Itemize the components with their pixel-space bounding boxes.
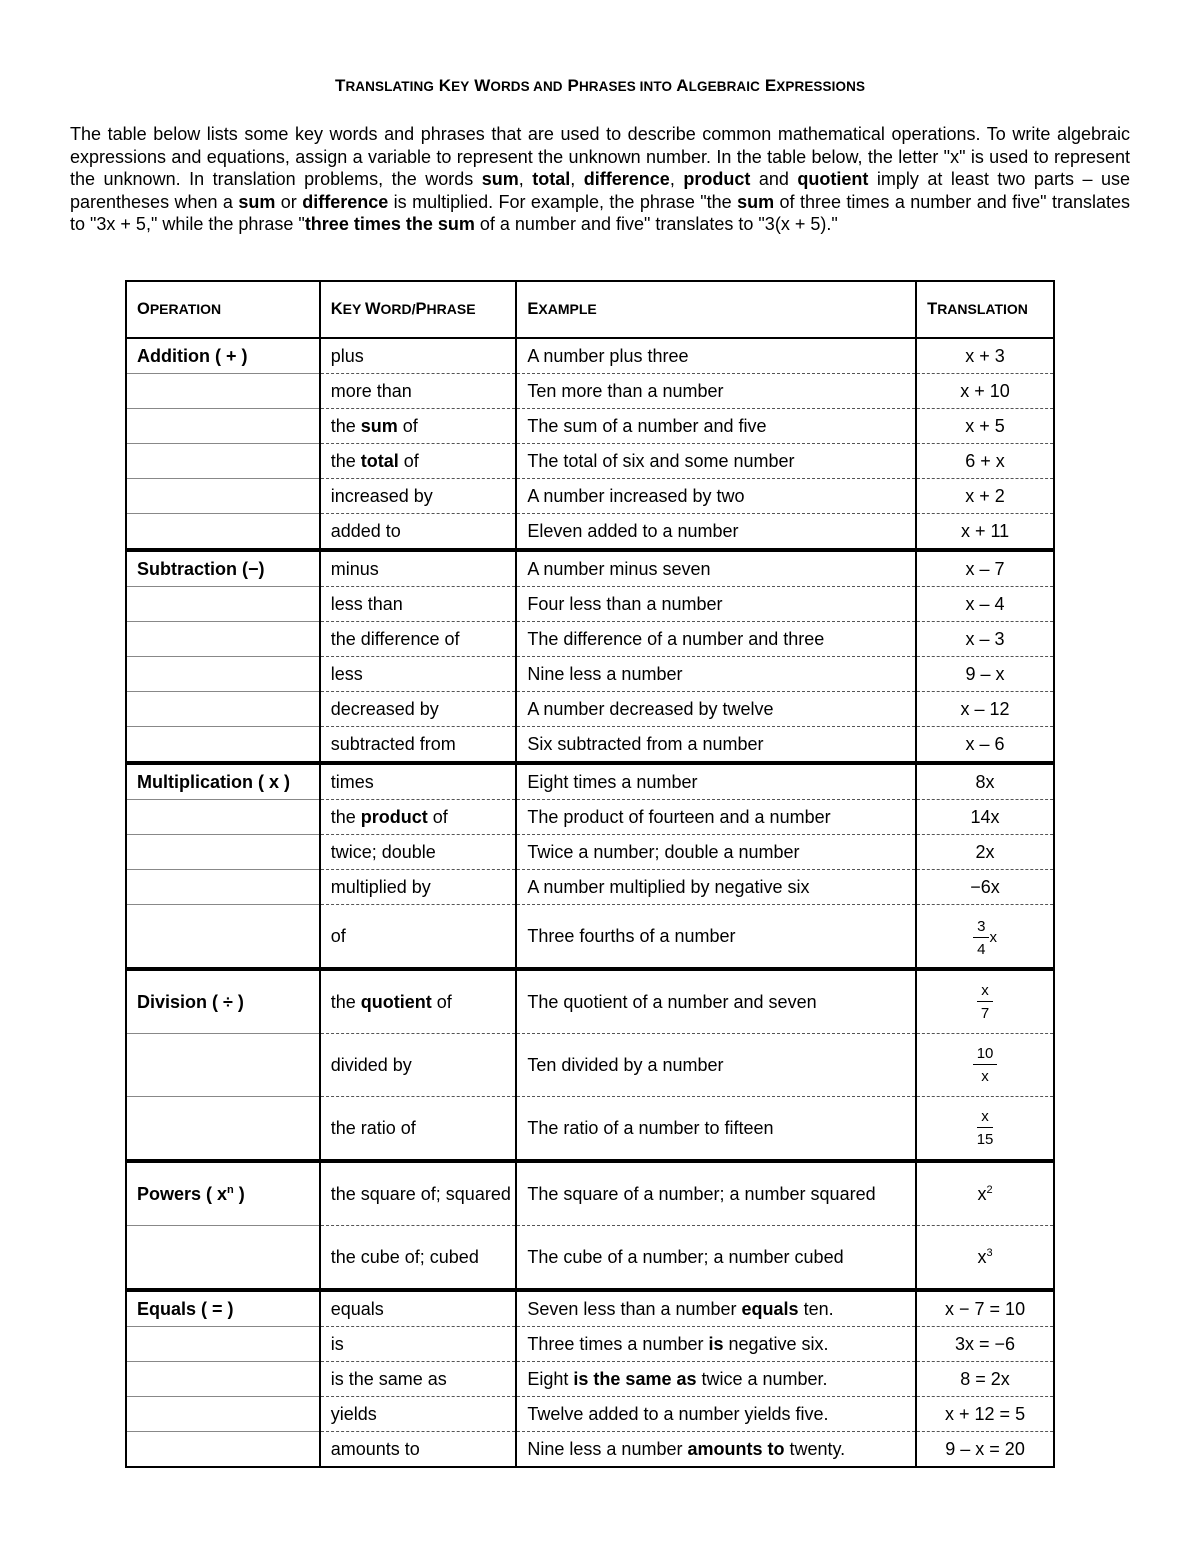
table-row — [126, 800, 1054, 835]
translation: x + 3 — [916, 338, 1054, 374]
example: A number minus seven — [516, 550, 916, 587]
example: Seven less than a number equals ten. — [516, 1290, 916, 1327]
fraction-expression: $\frac{10}{x}$ — [973, 1045, 998, 1085]
example: Three times a number is negative six. — [516, 1327, 916, 1362]
translation: $x^2$ — [916, 1161, 1054, 1226]
translation: x + 11 — [916, 514, 1054, 551]
key-word: plus — [320, 338, 517, 374]
key-word: is — [320, 1327, 517, 1362]
example: Eleven added to a number — [516, 514, 916, 551]
operation-equals: Equals ( = ) — [126, 1290, 320, 1327]
header-translation: TRANSLATION — [916, 281, 1054, 338]
table-row — [126, 905, 1054, 970]
example: The quotient of a number and seven — [516, 969, 916, 1034]
translation: 2x — [916, 835, 1054, 870]
key-word: subtracted from — [320, 727, 517, 764]
translation: x + 12 = 5 — [916, 1397, 1054, 1432]
table-row — [126, 1226, 1054, 1291]
table-row — [126, 338, 1054, 374]
key-word: times — [320, 763, 517, 800]
table-row — [126, 763, 1054, 800]
translation: x – 4 — [916, 587, 1054, 622]
table-header-row — [126, 281, 1054, 338]
key-word: added to — [320, 514, 517, 551]
translation-table — [125, 280, 1055, 1468]
table-row — [126, 1161, 1054, 1226]
page-title: TRANSLATING KEY WORDS AND PHRASES INTO ALGEBRAIC EXPRESSIONS — [334, 76, 866, 95]
intro-paragraph: The table below lists some key words and phrases that are used to describe common mathematical operations. To write algebraic expressions and equations, assign a variable to represent the unknown number. In the table below, the letter "x" is used to represent the unknown. In translation problems, the words sum, total, difference, product and quotient imply at least two parts – use parentheses when a sum or difference is multiplied. For example, the phrase "the sum of three times a number and five" translates to "3x + 5," while the phrase "three times the sum of a number and five" translates to "3(x + 5)." — [70, 124, 1130, 234]
example: Nine less a number amounts to twenty. — [516, 1432, 916, 1468]
translation: 8x — [916, 763, 1054, 800]
example: Three fourths of a number — [516, 905, 916, 970]
table-row — [126, 587, 1054, 622]
operation-multiplication: Multiplication ( x ) — [126, 763, 320, 800]
example: The total of six and some number — [516, 444, 916, 479]
table-row — [126, 1397, 1054, 1432]
translation: −6x — [916, 870, 1054, 905]
example: Six subtracted from a number — [516, 727, 916, 764]
operation-subtraction: Subtraction (−) — [126, 550, 320, 587]
key-word: the square of; squared — [320, 1161, 517, 1226]
key-word: the cube of; cubed — [320, 1226, 517, 1291]
translation: x − 7 = 10 — [916, 1290, 1054, 1327]
example: The difference of a number and three — [516, 622, 916, 657]
translation: $x^3$ — [916, 1226, 1054, 1291]
translation: 3x = −6 — [916, 1327, 1054, 1362]
translation — [916, 905, 1054, 970]
table-row — [126, 692, 1054, 727]
header-key-word: KEY WORD/PHRASE — [320, 281, 517, 338]
translation: x – 3 — [916, 622, 1054, 657]
key-word: is the same as — [320, 1362, 517, 1397]
example: A number plus three — [516, 338, 916, 374]
table-row — [126, 1034, 1054, 1097]
key-word: of — [320, 905, 517, 970]
key-word: the quotient of — [320, 969, 517, 1034]
key-word: more than — [320, 374, 517, 409]
operation-division: Division ( ÷ ) — [126, 969, 320, 1034]
example: The sum of a number and five — [516, 409, 916, 444]
operation-addition: Addition ( + ) — [126, 338, 320, 374]
header-example: EXAMPLE — [516, 281, 916, 338]
translation — [916, 1097, 1054, 1162]
example: A number multiplied by negative six — [516, 870, 916, 905]
translation: 6 + x — [916, 444, 1054, 479]
translation: 9 – x — [916, 657, 1054, 692]
table-row — [126, 550, 1054, 587]
key-word: twice; double — [320, 835, 517, 870]
table-row — [126, 1327, 1054, 1362]
table-row — [126, 969, 1054, 1034]
table-row — [126, 835, 1054, 870]
key-word: the total of — [320, 444, 517, 479]
translation: 9 – x = 20 — [916, 1432, 1054, 1468]
key-word: the difference of — [320, 622, 517, 657]
translation: x – 6 — [916, 727, 1054, 764]
table-row — [126, 622, 1054, 657]
key-word: less than — [320, 587, 517, 622]
key-word: amounts to — [320, 1432, 517, 1468]
table-row — [126, 514, 1054, 551]
example: Ten more than a number — [516, 374, 916, 409]
table-row — [126, 1362, 1054, 1397]
translation: x – 12 — [916, 692, 1054, 727]
operation-powers: Powers ( $x^n$ ) — [126, 1161, 320, 1226]
example: Twice a number; double a number — [516, 835, 916, 870]
key-word: yields — [320, 1397, 517, 1432]
fraction-expression: $\frac{x}{7}$ — [977, 982, 993, 1022]
translation: x + 10 — [916, 374, 1054, 409]
example: The ratio of a number to fifteen — [516, 1097, 916, 1162]
fraction-expression: $\frac{x}{15}$ — [976, 1108, 994, 1148]
translation: x + 5 — [916, 409, 1054, 444]
key-word: minus — [320, 550, 517, 587]
header-operation: OPERATION — [126, 281, 320, 338]
key-word: less — [320, 657, 517, 692]
example: The square of a number; a number squared — [516, 1161, 916, 1226]
example: Eight times a number — [516, 763, 916, 800]
table-row — [126, 870, 1054, 905]
example: Nine less a number — [516, 657, 916, 692]
table-row — [126, 409, 1054, 444]
key-word: multiplied by — [320, 870, 517, 905]
key-word: the sum of — [320, 409, 517, 444]
table-row — [126, 1097, 1054, 1162]
fraction-expression: $\frac{3}{4}$ x — [973, 918, 997, 958]
example: Eight is the same as twice a number. — [516, 1362, 916, 1397]
translation: 8 = 2x — [916, 1362, 1054, 1397]
translation: x – 7 — [916, 550, 1054, 587]
example: The cube of a number; a number cubed — [516, 1226, 916, 1291]
table-row — [126, 727, 1054, 764]
key-word: increased by — [320, 479, 517, 514]
table-row — [126, 479, 1054, 514]
translation: x + 2 — [916, 479, 1054, 514]
example: Twelve added to a number yields five. — [516, 1397, 916, 1432]
table-row — [126, 1290, 1054, 1327]
translation — [916, 969, 1054, 1034]
table-row — [126, 444, 1054, 479]
key-word: equals — [320, 1290, 517, 1327]
translation: 14x — [916, 800, 1054, 835]
table-row — [126, 1432, 1054, 1468]
example: Four less than a number — [516, 587, 916, 622]
key-word: divided by — [320, 1034, 517, 1097]
key-word: the ratio of — [320, 1097, 517, 1162]
example: A number increased by two — [516, 479, 916, 514]
translation — [916, 1034, 1054, 1097]
key-word: the product of — [320, 800, 517, 835]
example: The product of fourteen and a number — [516, 800, 916, 835]
table-row — [126, 657, 1054, 692]
key-word: decreased by — [320, 692, 517, 727]
table-row — [126, 374, 1054, 409]
example: Ten divided by a number — [516, 1034, 916, 1097]
example: A number decreased by twelve — [516, 692, 916, 727]
